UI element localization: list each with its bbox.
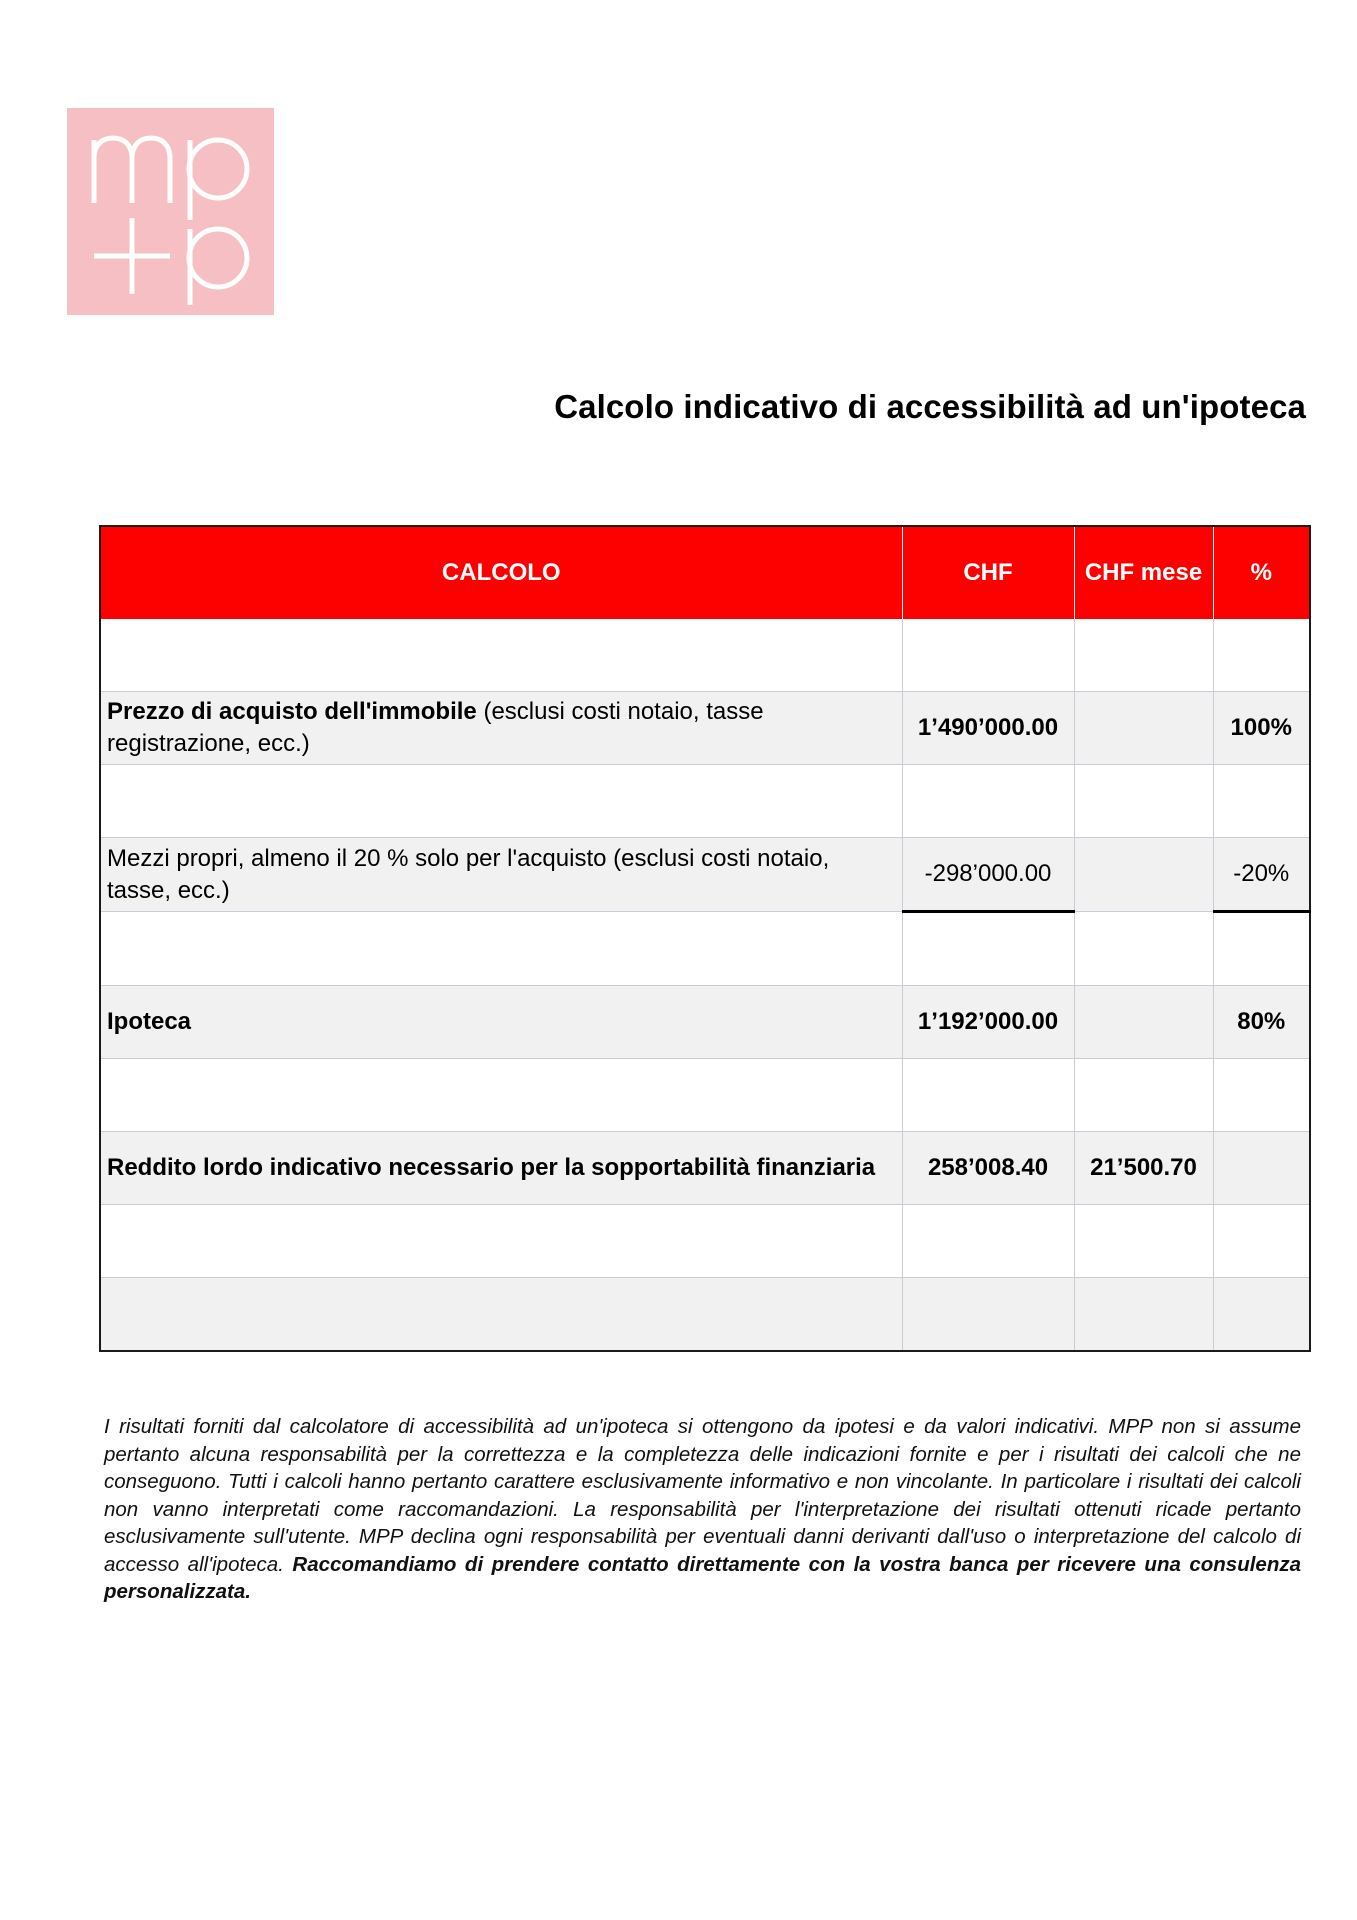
gross-income-percent [1213,1132,1310,1205]
table-row-mortgage [100,986,1310,1059]
header-chf-mese: CHF mese [1074,526,1213,619]
calculation-table [99,525,1311,1352]
page-title: Calcolo indicativo di accessibilità ad un'ipoteca [554,388,1306,425]
mortgage-chf-month [1074,986,1213,1059]
logo-mark [67,108,274,315]
disclaimer [104,1413,1301,1606]
table-row-empty [100,912,1310,986]
purchase-price-percent: 100% [1213,692,1310,765]
table-row-empty [100,1205,1310,1278]
header-calcolo: CALCOLO [100,526,902,619]
company-logo [67,108,274,315]
disclaimer-bold-text: Raccomandiamo di prendere contatto direttamente con la vostra banca per ricevere una consulenza personalizzata. [104,1552,1301,1603]
purchase-price-label [100,692,902,765]
mortgage-chf: 1’192’000.00 [902,986,1074,1059]
own-funds-chf: -298’000.00 [902,838,1074,912]
table-row-purchase-price [100,692,1310,765]
gross-income-chf: 258’008.40 [902,1132,1074,1205]
gross-income-chf-month: 21’500.70 [1074,1132,1213,1205]
table-header-row [100,526,1310,619]
own-funds-percent: -20% [1213,838,1310,912]
table-row-empty [100,1278,1310,1352]
purchase-price-chf: 1’490’000.00 [902,692,1074,765]
purchase-price-label-bold: Prezzo di acquisto dell'immobile [107,698,477,725]
header-chf: CHF [902,526,1074,619]
mortgage-label: Ipoteca [100,986,902,1059]
mortgage-percent: 80% [1213,986,1310,1059]
own-funds-label: Mezzi propri, almeno il 20 % solo per l'acquisto (esclusi costi notaio, tasse, ecc.) [100,838,902,912]
header-percent: % [1213,526,1310,619]
table-row-empty [100,1059,1310,1132]
table-row-empty [100,765,1310,838]
table-row-gross-income [100,1132,1310,1205]
own-funds-chf-month [1074,838,1213,912]
table-row-empty [100,619,1310,692]
gross-income-label: Reddito lordo indicativo necessario per la sopportabilità finanziaria [100,1132,902,1205]
purchase-price-chf-month [1074,692,1213,765]
disclaimer-text: I risultati forniti dal calcolatore di accessibilità ad un'ipoteca si ottengono da ipotesi e da valori indicativi. MPP non si assume pertanto alcuna responsabilità per la correttezza e la completezza delle indicazioni fornite e per i risultati dei calcoli che ne conseguono. Tutti i calcoli hanno pertanto carattere esclusivamente informativo e non vincolante. In particolare i risultati dei calcoli non vanno interpretati come raccomandazioni. La responsabilità per l'interpretazione dei risultati ottenuti ricade pertanto esclusivamente sull'utente. MPP declina ogni responsabilità per eventuali danni derivanti dall'uso o interpretazione del calcolo di accesso all'ipoteca. [104,1415,1301,1576]
table-row-own-funds [100,838,1310,912]
purchase-price-label-rest: (esclusi costi notaio, tasse registrazione, ecc.) [107,698,764,757]
